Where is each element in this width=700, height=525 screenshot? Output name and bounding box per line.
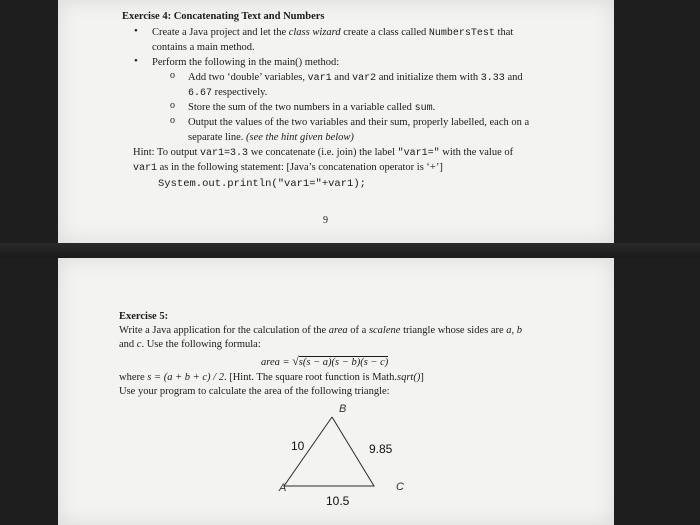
sub-bullet-2: Store the sum of the two numbers in a variable called sum. — [188, 102, 436, 114]
hint-line-2: var1 as in the following statement: [Java’s concatenation operator is ‘+’] — [133, 162, 443, 174]
side-label-bottom: 10.5 — [326, 494, 350, 508]
bullet-2: Perform the following in the main() method: — [152, 57, 340, 68]
side-label-right: 9.85 — [369, 442, 393, 456]
exercise-5-line-1: Write a Java application for the calculation of the area of a scalene triangle whose sides are a, b — [119, 325, 523, 336]
vertex-label-a: A — [279, 482, 287, 494]
sub-bullet-3-line-2: separate line. (see the hint given below) — [188, 132, 354, 143]
bullet-dot: • — [134, 55, 138, 67]
sub-bullet-1-line-2: 6.67 respectively. — [188, 87, 268, 99]
hint-line-1: Hint: To output var1=3.3 we concatenate (i.e. join) the label "var1=" with the value of — [133, 147, 514, 159]
document-page-1 — [58, 0, 614, 243]
document-page-2 — [58, 258, 614, 525]
sub-bullet-3-line-1: Output the values of the two variables and their sum, properly labelled, each on a — [188, 117, 530, 128]
vertex-label-c: C — [396, 481, 404, 493]
code-statement: System.out.println("var1="+var1); — [158, 178, 366, 190]
bullet-1-line-1: Create a Java project and let the class wizard create a class called NumbersTest that — [152, 27, 514, 39]
exercise-5-line-2: and c. Use the following formula: — [119, 339, 261, 350]
sqrt-symbol: √ — [292, 354, 299, 368]
bullet-1-line-2: contains a main method. — [152, 42, 255, 53]
exercise-5-title: Exercise 5: — [119, 311, 169, 322]
sub-bullet-circle: o — [170, 70, 175, 81]
area-formula: area = √s(s − a)(s − b)(s − c) — [261, 354, 389, 368]
page-number: 9 — [323, 215, 328, 226]
bullet-dot: • — [134, 25, 138, 37]
sub-bullet-circle: o — [170, 115, 175, 126]
use-program-line: Use your program to calculate the area of the following triangle: — [119, 386, 390, 397]
exercise-4-title: Exercise 4: Concatenating Text and Numbers — [122, 11, 325, 22]
formula-radicand: s(s − a)(s − b)(s − c) — [298, 357, 389, 368]
vertex-label-b: B — [339, 403, 347, 415]
side-label-left: 10 — [291, 439, 305, 453]
sub-bullet-1-line-1: Add two ‘double’ variables, var1 and var2 and initialize them with 3.33 and — [188, 72, 523, 84]
where-line: where s = (a + b + c) / 2. [Hint. The square root function is Math.sqrt()] — [119, 372, 424, 383]
page-gap — [0, 243, 700, 258]
sub-bullet-circle: o — [170, 100, 175, 111]
triangle-diagram — [58, 258, 614, 525]
